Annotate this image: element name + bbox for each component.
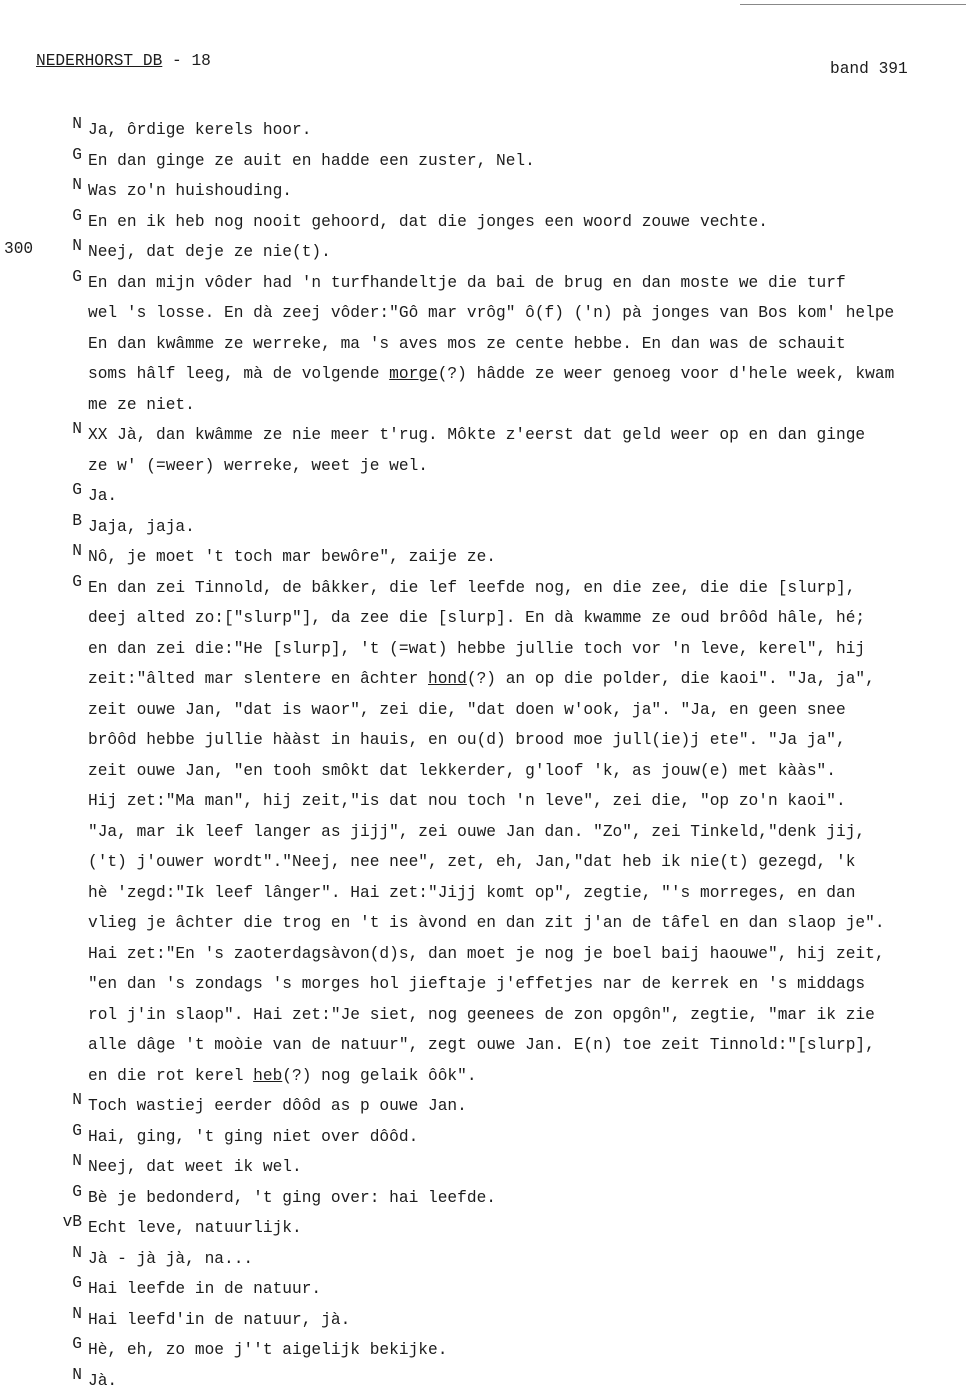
speaker-label: B [72, 512, 82, 530]
header-left [36, 52, 211, 70]
transcript-line: zeit ouwe Jan, "en tooh smôkt dat lekkerder, g'loof 'k, as jouw(e) met kààs". [88, 756, 966, 787]
transcript-line: hè 'zegd:"Ik leef lânger". Hai zet:"Jijj komt op", zegtie, "'s morreges, en dan [88, 878, 966, 909]
transcript-turn [0, 1274, 966, 1305]
transcript-line: Hai zet:"En 's zaoterdagsàvon(d)s, dan moet je nog je boel baij haouwe", hij zeit, [88, 939, 966, 970]
transcript-line: alle dâge 't moòie van de natuur", zegt ouwe Jan. E(n) toe zeit Tinnold:"[slurp], [88, 1030, 966, 1061]
speaker-label: G [72, 1183, 82, 1201]
transcript-line: deej alted zo:["slurp"], da zee die [slurp]. En dà kwamme ze oud brôôd hâle, hé; [88, 603, 966, 634]
transcript-line: En dan ginge ze auit en hadde een zuster, Nel. [88, 146, 966, 177]
speaker-label: N [72, 1244, 82, 1262]
transcript-turn [0, 542, 966, 573]
speaker-label: G [72, 1335, 82, 1353]
transcript-line: en dan zei die:"He [slurp], 't (=wat) hebbe jullie toch vor 'n leve, kerel", hij [88, 634, 966, 665]
transcript-line: En en ik heb nog nooit gehoord, dat die jonges een woord zouwe vechte. [88, 207, 966, 238]
transcript-turn [0, 146, 966, 177]
speaker-label: vB [63, 1213, 82, 1231]
transcript-turn [0, 176, 966, 207]
transcript-turn [0, 1213, 966, 1244]
transcript-turn [0, 1122, 966, 1153]
transcript-line: Jà. [88, 1366, 966, 1396]
speaker-label: N [72, 1305, 82, 1323]
transcript-body [0, 115, 966, 1396]
speaker-label: G [72, 1274, 82, 1292]
transcript-turn [0, 481, 966, 512]
underlined-word: heb [253, 1067, 282, 1085]
transcript-turn [0, 1305, 966, 1336]
transcript-line: wel 's losse. En dà zeej vôder:"Gô mar vrôg" ô(f) ('n) pà jonges van Bos kom' helpe [88, 298, 966, 329]
speaker-label: G [72, 1122, 82, 1140]
speaker-label: N [72, 176, 82, 194]
speaker-label: N [72, 115, 82, 133]
speaker-label: G [72, 573, 82, 591]
transcript-turn [0, 268, 966, 421]
speaker-label: G [72, 268, 82, 286]
transcript-turn [0, 512, 966, 543]
margin-line-number: 300 [4, 240, 33, 258]
transcript-line: Neej, dat deje ze nie(t). [88, 237, 966, 268]
transcript-line: Toch wastiej eerder dôôd as p ouwe Jan. [88, 1091, 966, 1122]
transcript-line: Ja, ôrdige kerels hoor. [88, 115, 966, 146]
speaker-label: N [72, 237, 82, 255]
transcript-turn [0, 115, 966, 146]
transcript-line: Ja. [88, 481, 966, 512]
transcript-line: brôôd hebbe jullie hààst in hauis, en ou(d) brood moe jull(ie)j ete". "Ja ja", [88, 725, 966, 756]
transcript-line: en die rot kerel heb(?) nog gelaik ôôk". [88, 1061, 966, 1092]
transcript-line: XX Jà, dan kwâmme ze nie meer t'rug. Môkte z'eerst dat geld weer op en dan ginge [88, 420, 966, 451]
transcript-turn [0, 207, 966, 238]
transcript-turn [0, 1335, 966, 1366]
transcript-line: Jaja, jaja. [88, 512, 966, 543]
transcript-line: me ze niet. [88, 390, 966, 421]
transcript-line: Was zo'n huishouding. [88, 176, 966, 207]
transcript-turn [0, 237, 966, 268]
transcript-line: zeit ouwe Jan, "dat is waor", zei die, "dat doen w'ook, ja". "Ja, en geen snee [88, 695, 966, 726]
transcript-line: ze w' (=weer) werreke, weet je wel. [88, 451, 966, 482]
transcript-line: En dan kwâmme ze werreke, ma 's aves mos ze cente hebbe. En dan was de schauit [88, 329, 966, 360]
transcript-line: "en dan 's zondags 's morges hol jieftaje j'effetjes nar de kerrek en 's middags [88, 969, 966, 1000]
transcript-line: Hai leefd'in de natuur, jà. [88, 1305, 966, 1336]
transcript-line: Bè je bedonderd, 't ging over: hai leefde. [88, 1183, 966, 1214]
transcript-line: Hè, eh, zo moe j''t aigelijk bekijke. [88, 1335, 966, 1366]
speaker-label: G [72, 146, 82, 164]
transcript-turn [0, 1152, 966, 1183]
speaker-label: N [72, 1152, 82, 1170]
transcript-turn [0, 1091, 966, 1122]
transcript-line: vlieg je âchter die trog en 't is àvond en dan zit j'an de tâfel en dan slaop je". [88, 908, 966, 939]
transcript-line: soms hâlf leeg, mà de volgende morge(?) hâdde ze weer genoeg voor d'hele week, kwam [88, 359, 966, 390]
transcript-line: Hai, ging, 't ging niet over dôôd. [88, 1122, 966, 1153]
transcript-turn [0, 420, 966, 481]
transcript-line: rol j'in slaop". Hai zet:"Je siet, nog geenees de zon opgôn", zegtie, "mar ik zie [88, 1000, 966, 1031]
transcript-line: Hai leefde in de natuur. [88, 1274, 966, 1305]
speaker-label: N [72, 1366, 82, 1384]
transcript-line: ('t) j'ouwer wordt"."Neej, nee nee", zet, eh, Jan,"dat heb ik nie(t) gezegd, 'k [88, 847, 966, 878]
transcript-line: zeit:"âlted mar slentere en âchter hond(?) an op die polder, die kaoi". "Ja, ja", [88, 664, 966, 695]
transcript-line: Nô, je moet 't toch mar bewôre", zaije ze. [88, 542, 966, 573]
transcript-line: Echt leve, natuurlijk. [88, 1213, 966, 1244]
underlined-word: morge [389, 365, 438, 383]
transcript-turn [0, 573, 966, 1092]
speaker-label: N [72, 542, 82, 560]
transcript-turn [0, 1366, 966, 1396]
document-title: NEDERHORST DB [36, 52, 162, 70]
page-number: - 18 [162, 52, 211, 70]
speaker-label: N [72, 420, 82, 438]
speaker-label: N [72, 1091, 82, 1109]
top-rule [740, 4, 966, 5]
speaker-label: G [72, 481, 82, 499]
transcript-line: En dan zei Tinnold, de bâkker, die lef leefde nog, en die zee, die die [slurp], [88, 573, 966, 604]
transcript-line: Neej, dat weet ik wel. [88, 1152, 966, 1183]
transcript-line: Hij zet:"Ma man", hij zeit,"is dat nou toch 'n leve", zei die, "op zo'n kaoi". [88, 786, 966, 817]
speaker-label: G [72, 207, 82, 225]
transcript-line: Jà - jà jà, na... [88, 1244, 966, 1275]
band-number: band 391 [830, 60, 908, 78]
transcript-line: En dan mijn vôder had 'n turfhandeltje da bai de brug en dan moste we die turf [88, 268, 966, 299]
transcript-turn [0, 1244, 966, 1275]
transcript-turn [0, 1183, 966, 1214]
transcript-line: "Ja, mar ik leef langer as jijj", zei ouwe Jan dan. "Zo", zei Tinkeld,"denk jij, [88, 817, 966, 848]
underlined-word: hond [428, 670, 467, 688]
